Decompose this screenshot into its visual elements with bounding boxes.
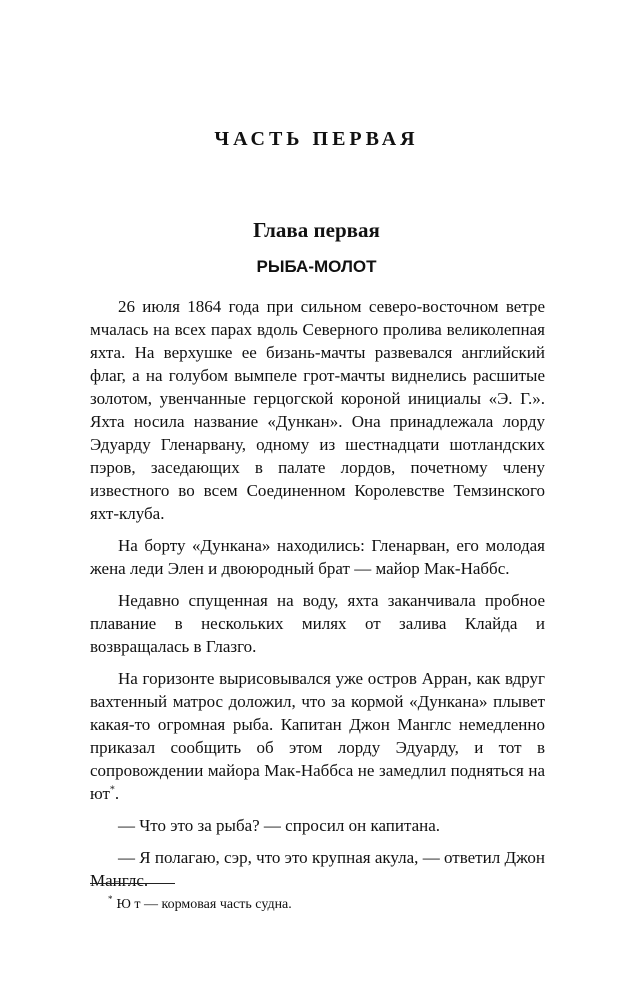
paragraph xyxy=(90,846,545,892)
paragraph-text: 26 июля 1864 года при сильном северо-восточном ветре мчалась на всех парах вдоль Северного пролива великолепная яхта. На верхушке ее бизань-мачты развевался английский флаг, а на голубом вымпеле грот-мачты виднелись расшитые золотом, увенчанные герцогской короной инициалы «Э. Г.». Яхта носила название «Дункан». Она принадлежала лорду Эдуарду Гленарвану, одному из шестнадцати шотландских пэров, заседающих в палате лордов, почетному члену известного во всем Соединенном Королевстве Темзинского яхт-клуба. xyxy=(90,297,545,523)
chapter-body xyxy=(90,295,545,892)
footnote-text: Ю т — кормовая часть судна. xyxy=(116,897,292,912)
footnote xyxy=(108,896,538,914)
chapter-subtitle: РЫБА-МОЛОТ xyxy=(256,257,377,276)
paragraph-text: На борту «Дункана» находились: Гленарван, его молодая жена леди Элен и двоюродный брат — майор Мак-Наббс. xyxy=(90,536,545,578)
paragraph-text: — Что это за рыба? — спросил он капитана. xyxy=(118,816,441,835)
paragraph-text: Недавно спущенная на воду, яхта заканчивала пробное плавание в нескольких милях от залива Клайда и возвращалась в Глазго. xyxy=(90,591,545,656)
paragraph-text: На горизонте вырисовывался уже остров Арран, как вдруг вахтенный матрос доложил, что за кормой «Дункана» плывет какая-то огромная рыба. Капитан Джон Манглс немедленно приказал сообщить об этом лорду Эдуарду, и тот в сопровождении майора Мак-Наббса не замедлил подняться на ют xyxy=(90,669,545,803)
part-title: ЧАСТЬ ПЕРВАЯ xyxy=(214,128,419,150)
footnote-marker: * xyxy=(108,894,113,905)
paragraph: На горизонте вырисовывался уже остров Арран, как вдруг вахтенный матрос доложил, что за кормой «Дункана» плывет какая-то огромная рыба. Капитан Джон Манглс немедленно приказал сообщить об этом лорду Эдуарду, и тот в сопровождении майора Мак-Наббса не замедлил подняться на ют*. xyxy=(90,669,545,803)
chapter-title: Глава первая xyxy=(253,218,380,242)
paragraph xyxy=(90,814,545,837)
paragraph xyxy=(90,295,545,525)
paragraph xyxy=(90,534,545,580)
paragraph-text: — Я полагаю, сэр, что это крупная акула, — ответил Джон Манглс. xyxy=(90,848,545,890)
footnote-reference: * xyxy=(109,784,115,796)
footnote-divider xyxy=(90,883,175,884)
paragraph xyxy=(90,589,545,658)
